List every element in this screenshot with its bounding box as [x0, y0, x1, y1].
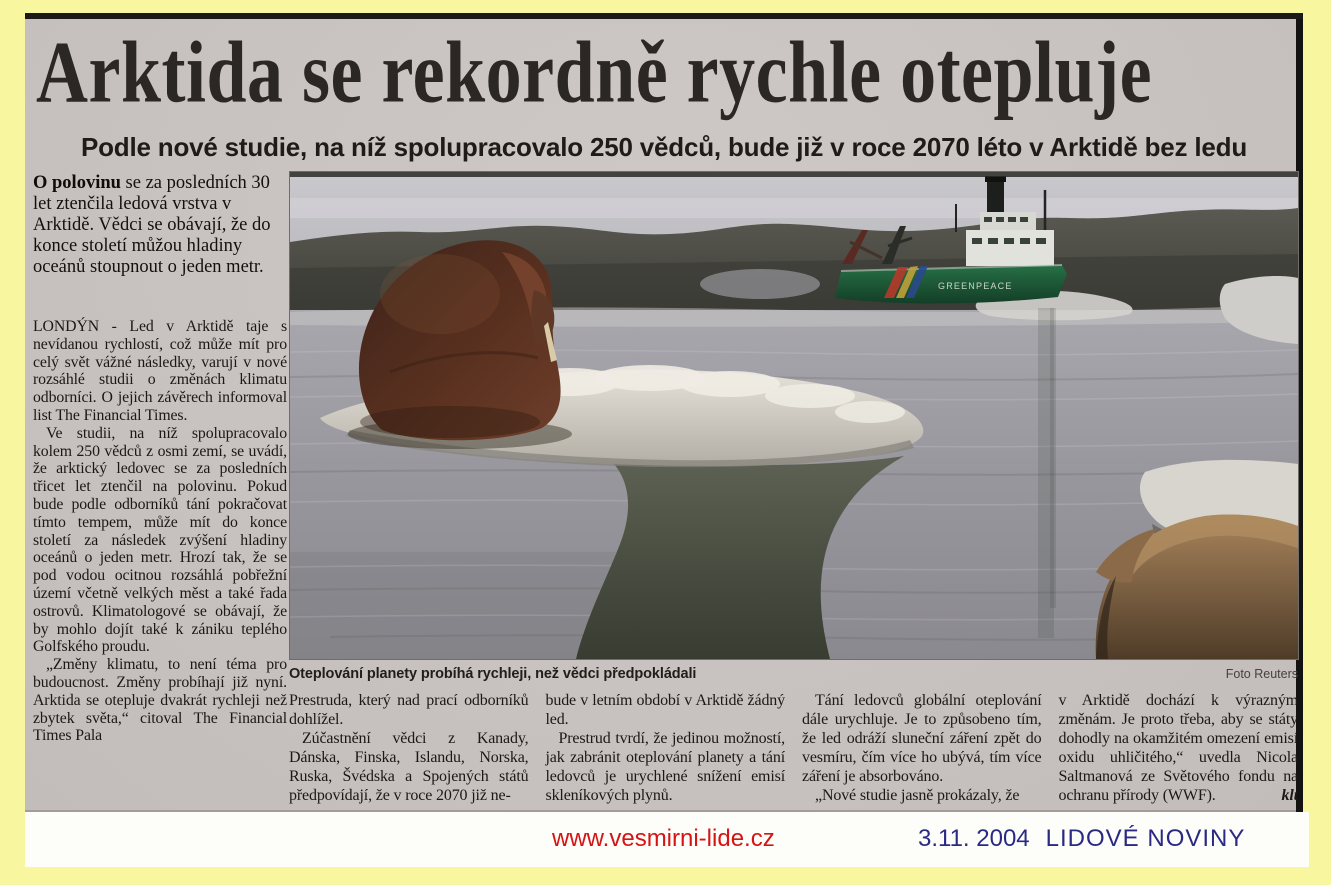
publication-info — [918, 825, 1245, 853]
bay-gap — [700, 269, 820, 299]
lead-bold-intro: O polovinu — [33, 173, 121, 193]
ship-hull-label: GREENPEACE — [938, 281, 1013, 291]
body-paragraph: Prestrud tvrdí, že jedinou možností, jak zabránit oteplování planety a tání ledovců je urychlené snížení emisí skleníkových plynů. — [545, 730, 785, 804]
photo-caption: Oteplování planety probíhá rychleji, než vědci předpokládali — [289, 666, 697, 682]
photo-illustration — [290, 172, 1298, 659]
ship-superstructure — [966, 230, 1054, 266]
body-paragraph: LONDÝN - Led v Arktidě taje s nevídanou rychlostí, což může mít pro celý svět vážné následky, varují v nové rozsáhlé studii o změnách klimatu odborníci. O jejich závěrech informoval list The Financial Times. — [33, 318, 287, 424]
ship-reflection — [1050, 308, 1056, 608]
column-text: v Arktidě dochází k výrazným změnám. Je proto třeba, aby se státy dohodly na okamžitém omezení emisí oxidu uhličitého,“ uvedla Nicola Saltmanová ze Světového fondu na ochranu přírody (WWF). — [1058, 692, 1298, 804]
article-subheadline: Podle nové studie, na níž spolupracovalo 250 vědců, bude již v roce 2070 léto v Arktidě bez ledu — [80, 132, 1248, 162]
publication-date: 3.11. 2004 — [918, 825, 1030, 852]
text-column-1 — [289, 691, 529, 815]
body-paragraph: „Změny klimatu, to není téma pro budoucnost. Změny probíhají již nyní. Arktida se otepluje dvakrát rychleji než zbytek světa,“ citoval The Financial Times Pala — [33, 656, 287, 745]
website-url: www.vesmirni-lide.cz — [552, 825, 775, 852]
text-column-4 — [1059, 691, 1299, 815]
author-initials: klt — [1281, 787, 1298, 804]
left-column-body — [33, 318, 287, 745]
lead-paragraph — [33, 173, 287, 278]
walrus-belly-shade — [360, 406, 540, 438]
body-paragraph: Zúčastnění vědci z Kanady, Dánska, Finska, Islandu, Norska, Ruska, Švédska a Spojených států předpovídají, že v roce 2070 již ne- — [289, 730, 529, 804]
photo-caption-row — [289, 666, 1298, 682]
body-paragraph: Prestruda, který nad prací odborníků dohlížel. — [289, 692, 529, 728]
publication-name: LIDOVÉ NOVINY — [1045, 825, 1246, 852]
footer-strip — [25, 812, 1309, 867]
left-text-column — [33, 173, 287, 745]
photo-credit: Foto Reuters — [1225, 667, 1298, 681]
body-paragraph: Tání ledovců globální oteplování dále urychluje. Je to způsobeno tím, že led odráží sluneční záření zpět do vesmíru, čím více ho ubývá, tím více záření je absorbováno. — [802, 692, 1042, 785]
newspaper-clipping — [25, 13, 1303, 812]
body-paragraph: Ve studii, na níž spolupracovalo kolem 250 vědců z osmi zemí, se uvádí, že arktický ledovec se za posledních třicet let ztenčil na polovinu. Pokud bude podle odborníků tání pokračovat tímto tempem, může mít do konce století za následek zvýšení hladiny oceánů o jeden metr. Hrozí tak, že se pod vodou ocitnou rozsáhlá pobřežní území včetně velkých měst a také řada ostrovů. Klimatologové se obávají, že by mohlo dojít také k zániku teplého Golfského proudu. — [33, 424, 287, 656]
body-paragraph: bude v letním období v Arktidě žádný led. — [545, 692, 785, 728]
text-column-3 — [802, 691, 1042, 815]
body-paragraph: „Nové studie jasně prokázaly, že — [815, 787, 1020, 804]
article-headline: Arktida se rekordně rychle otepluje — [36, 23, 1153, 121]
body-paragraph — [1059, 691, 1299, 805]
bottom-columns — [289, 691, 1298, 815]
lead-text: se za posledních 30 let ztenčila ledová vrstva v Arktidě. Vědci se obávají, že do konce století můžou hladiny oceánů stoupnout o jeden metr. — [33, 173, 271, 277]
photo-top-edge — [290, 172, 1298, 177]
article-photo — [289, 171, 1299, 660]
walrus-back-highlight — [380, 254, 500, 334]
text-column-2 — [546, 691, 786, 815]
